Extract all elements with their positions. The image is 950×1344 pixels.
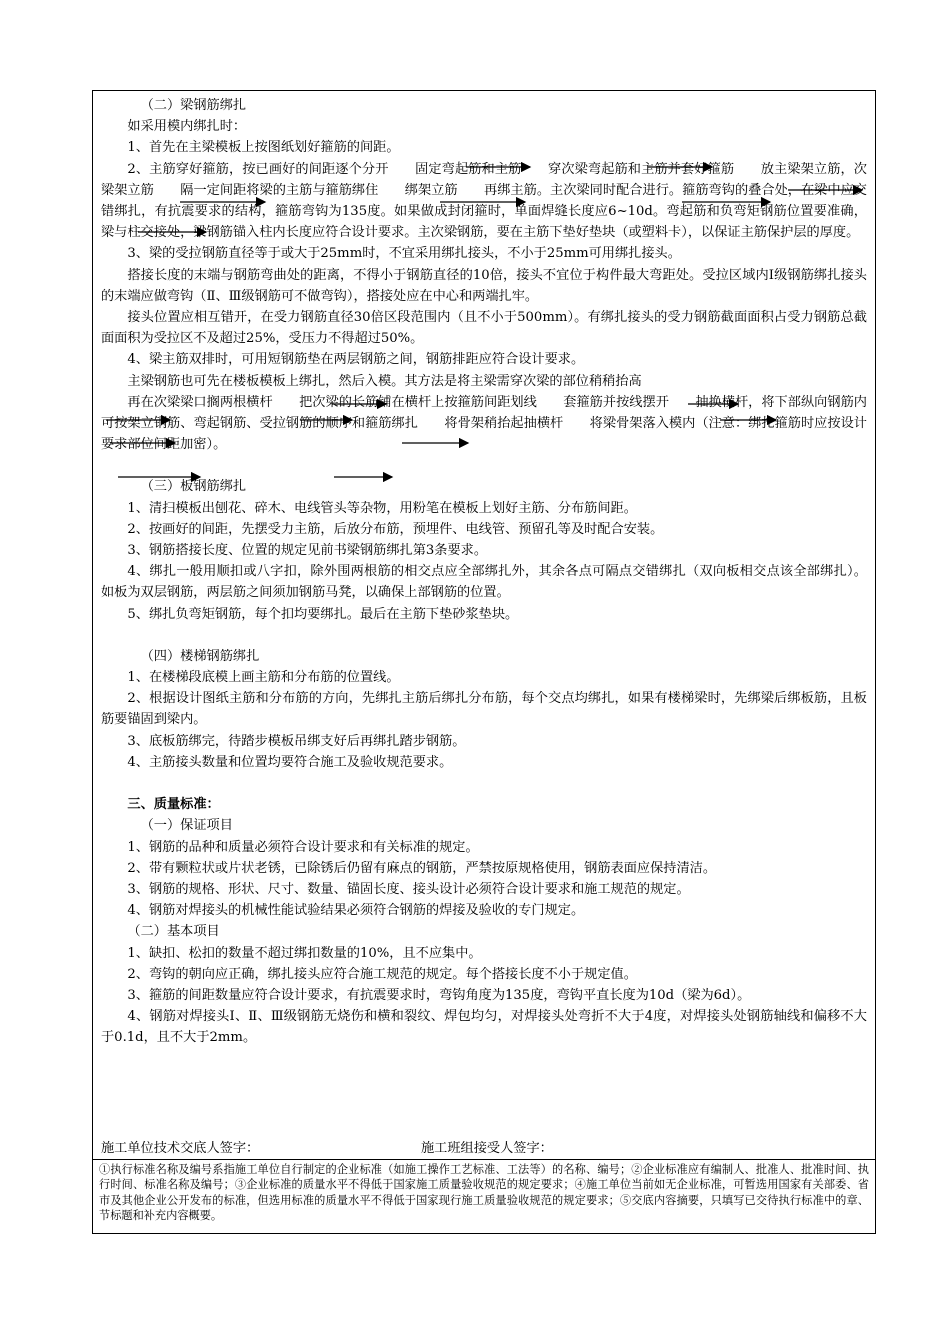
section-beam-heading: （二）梁钢筋绑扎 [140, 98, 247, 113]
section-slab-heading: （三）板钢筋绑扎 [140, 479, 247, 495]
basic-item: 3、箍筋的间距数量应符合设计要求，有抗震要求时，弯钩角度为135度，弯钩平直长度为10d（梁为6d）。 [127, 987, 751, 1003]
guarantee-heading: （一）保证项目 [140, 818, 233, 834]
guarantee-item: 2、带有颗粒状或片状老锈，已除锈后仍留有麻点的钢筋，严禁按原规格使用，钢筋表面应保持清洁。 [127, 860, 717, 876]
beam-item-1: 1、首先在主梁模板上按图纸划好箍筋的间距。 [127, 140, 400, 156]
beam-intro: 如采用模内绑扎时： [127, 119, 247, 135]
content-body [101, 95, 894, 1049]
basic-item: 4、钢筋对焊接头Ⅰ、Ⅱ、Ⅲ级钢筋无烧伤和横和裂纹、焊包均匀，对焊接头处弯折不大于4度，对焊接头处钢筋轴线和偏移不大于0.1d，且不大于2mm。 [101, 1009, 867, 1046]
basic-item: 1、缺扣、松扣的数量不超过绑扣数量的10%，且不应集中。 [127, 945, 482, 961]
footnote: ①执行标准名称及编号系指施工单位自行制定的企业标准（如施工操作工艺标准、工法等）的名称、编号；②企业标准应有编制人、批准人、批准时间、执行时间、标准名称及编号；③企业标准的质量水平不得低于国家施工质量验收规范的规定要求；④施工单位当前如无企业标准，可暂选用国家有关部委、省市及其他企业公开发布的标准，但选用标准的质量水平不得低于国家现行施工质量验收规范的规定要求；⑤交底内容摘要，只填写已交待执行标准中的章、节标题和补充内容概要。 [93, 1159, 875, 1224]
section-stair-heading: （四）楼梯钢筋绑扎 [140, 648, 260, 664]
guarantee-item: 1、钢筋的品种和质量必须符合设计要求和有关标准的规定。 [127, 839, 479, 855]
team-signature-label: 施工班组接受人签字： [421, 1141, 553, 1156]
stair-item-3: 3、底板筋绑完，待踏步模板吊绑支好后再绑扎踏步钢筋。 [127, 733, 466, 749]
beam-item-4: 4、梁主筋双排时，可用短钢筋垫在两层钢筋之间，钢筋排距应符合设计要求。 [127, 352, 585, 368]
basic-heading: （二）基本项目 [127, 924, 220, 940]
guarantee-item: 3、钢筋的规格、形状、尺寸、数量、锚固长度、接头设计必须符合设计要求和施工规范的规定。 [127, 881, 690, 897]
stair-item-2: 2、根据设计图纸主筋和分布筋的方向，先绑扎主筋后绑扎分布筋，每个交点均绑扎，如果有楼梯梁时，先绑梁后绑板筋，且板筋要锚固到梁内。 [101, 691, 867, 728]
signature-row [101, 1139, 867, 1159]
beam-lap-length: 搭接长度的末端与钢筋弯曲处的距离，不得小于钢筋直径的10倍，接头不宜位于构件最大弯距处。受拉区域内Ⅰ级钢筋绑扎接头的末端应做弯钩（Ⅱ、Ⅲ级钢筋可不做弯钩），搭接处应在中心和两端扎牢。 [101, 267, 867, 304]
guarantee-item: 4、钢筋对焊接头的机械性能试验结果必须符合钢筋的焊接及验收的专门规定。 [127, 903, 585, 919]
beam-item-2: 2、主筋穿好箍筋，按已画好的间距逐个分开 固定弯起筋和主筋 穿次梁弯起筋和主筋并套好箍筋 放主梁架立筋，次梁架立筋 隔一定间距将梁的主筋与箍筋绑住 绑架立筋 再绑主筋。主次梁同时配合进行。箍筋弯钩的叠合处，在梁中应交错绑扎，有抗震要求的结构，箍筋弯钩为135度。如果做成封闭箍时，单面焊缝长度应6~10d。弯起筋和负弯矩钢筋位置要准确，梁与柱交接处，梁钢筋锚入柱内长度应符合设计要求。主次梁钢筋，要在主筋下垫好垫块（或塑料卡），以保证主筋保护层的厚度。 [101, 161, 867, 241]
slab-item-2: 2、按画好的间距，先摆受力主筋，后放分布筋，预埋件、电线管、预留孔等及时配合安装。 [127, 521, 664, 537]
beam-prebind: 主梁钢筋也可先在楼板模板上绑扎，然后入模。其方法是将主梁需穿次梁的部位稍稍抬高 [127, 373, 642, 389]
document-frame [92, 90, 894, 1234]
beam-item-3: 3、梁的受拉钢筋直径等于或大于25mm时，不宜采用绑扎接头，不小于25mm可用绑扎接头。 [127, 246, 681, 262]
slab-item-1: 1、清扫模板出刨花、碎木、电线管头等杂物，用粉笔在模板上划好主筋、分布筋间距。 [127, 500, 637, 516]
beam-joint-position: 接头位置应相互错开，在受力钢筋直径30倍区段范围内（且不小于500mm）。有绑扎接头的受力钢筋截面面积占受力钢筋总截面面积为受拉区不及超过25%，受压力不得超过50%。 [101, 310, 867, 347]
beam-prebind-steps: 再在次梁梁口搁两根横杆 把次梁的长筋铺在横杆上按箍筋间距划线 套箍筋并按线摆开 抽换横杆，将下部纵向钢筋内 可按架立钢筋、弯起钢筋、受拉钢筋的顺序和箍筋绑扎 将骨架稍抬起抽横杆 将梁骨架落入模内（注意：绑扎箍筋时应按设计要求部位间距加密）。 [101, 394, 894, 453]
stair-item-4: 4、主筋接头数量和位置均要符合施工及验收规范要求。 [127, 754, 453, 770]
slab-item-5: 5、绑扎负弯矩钢筋，每个扣均要绑扎。最后在主筋下垫砂浆垫块。 [127, 606, 519, 622]
tech-lead-signature-label: 施工单位技术交底人签字： [101, 1141, 260, 1156]
slab-item-3: 3、钢筋搭接长度、位置的规定见前书梁钢筋绑扎第3条要求。 [127, 543, 488, 559]
quality-heading: 三、质量标准： [127, 797, 220, 813]
slab-item-4: 4、绑扎一般用顺扣或八字扣，除外围两根筋的相交点应全部绑扎外，其余各点可隔点交错绑扎（双向板相交点该全部绑扎）。如板为双层钢筋，两层筋之间须加钢筋马凳，以确保上部钢筋的位置。 [101, 564, 867, 601]
stair-item-1: 1、在楼梯段底模上画主筋和分布筋的位置线。 [127, 670, 400, 686]
basic-item: 2、弯钩的朝向应正确，绑扎接头应符合施工规范的规定。每个搭接长度不小于规定值。 [127, 966, 637, 982]
